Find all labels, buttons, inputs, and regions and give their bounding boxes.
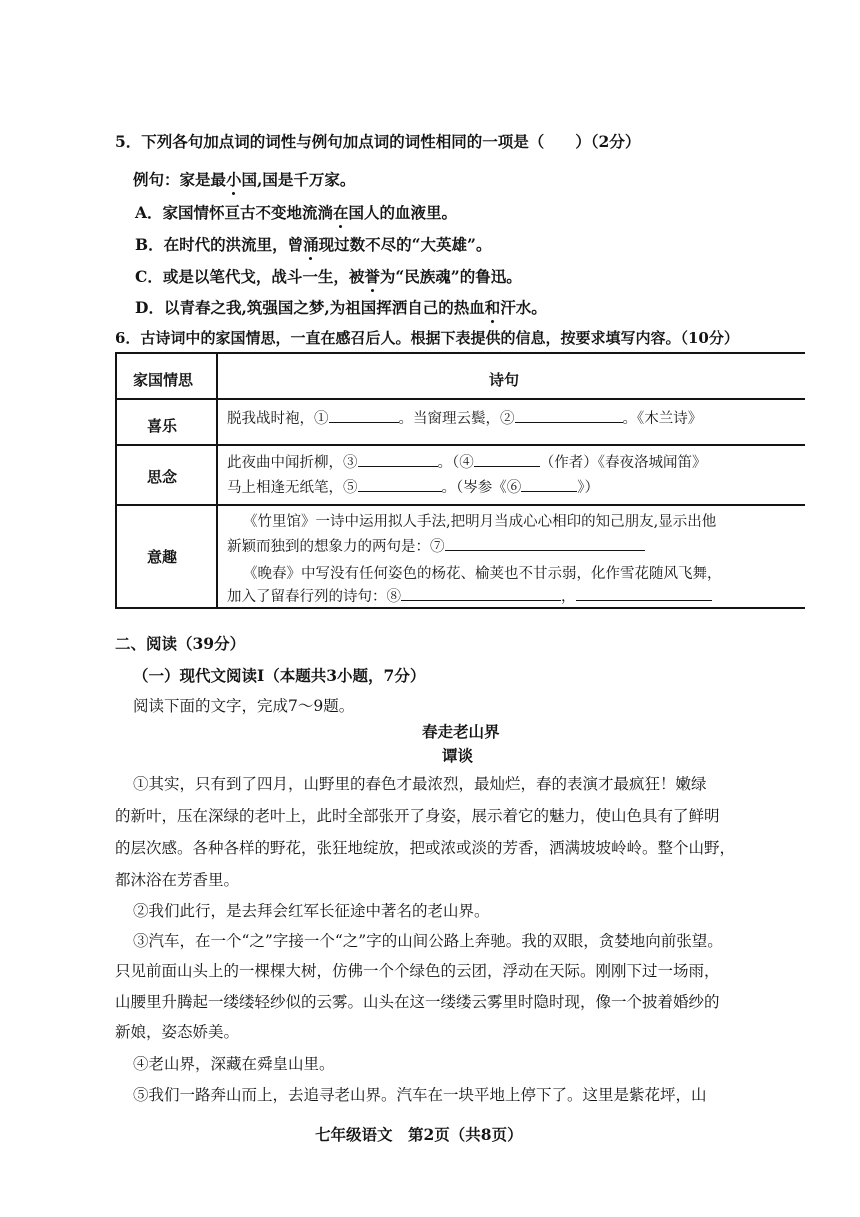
article-line-7: 只见前面山头上的一棵棵大树，仿佛一个个绿色的云团，浮动在天际。刚刚下过一场雨， xyxy=(115,962,720,980)
article-author: 谭谈 xyxy=(442,746,474,765)
article-line-4: 都沐浴在芳香里。 xyxy=(115,871,240,889)
article-line-2: 的新叶，压在深绿的老叶上，此时全部张开了身姿，展示着它的魅力，使山色具有了鲜明 xyxy=(115,807,720,825)
article-line-11: ⑤我们一路奔山而上，去追寻老山界。汽车在一块平地上停下了。这里是紫花坪，山 xyxy=(133,1086,707,1104)
article-line-3: 的层次感。各种各样的野花，张狂地绽放，把或浓或淡的芳香，洒满坡坡岭岭。整个山野， xyxy=(115,839,736,857)
row3-line3: 《晚春》中写没有任何姿色的杨花、榆荚也不甘示弱，化作雪花随风飞舞， xyxy=(243,566,722,582)
row-label-interest: 意趣 xyxy=(147,548,178,566)
row1-poem: 脱我战时袍，① 。当窗理云鬓，② 。《木兰诗》 xyxy=(227,407,702,428)
row-label-longing: 思念 xyxy=(147,468,178,486)
article-line-5: ②我们此行，是去拜会红军长征途中著名的老山界。 xyxy=(133,902,490,920)
q5-option-c: C．或是以笔代戈，战斗一生，被誉为“民族魂”的鲁迅。 xyxy=(135,267,522,286)
row-label-joy: 喜乐 xyxy=(147,417,178,435)
blank-8b[interactable] xyxy=(576,586,712,601)
reading-part-heading: （一）现代文阅读Ⅰ（本题共3小题，7分） xyxy=(133,666,426,685)
row3-line4: 加入了留春行列的诗句：⑧ ， xyxy=(227,585,712,606)
table-header-poem: 诗句 xyxy=(489,371,520,389)
blank-3[interactable] xyxy=(358,452,438,467)
article-line-10: ④老山界，深藏在舜皇山里。 xyxy=(133,1055,335,1073)
blank-6[interactable] xyxy=(521,477,577,492)
q5-option-a: A．家国情怀亘古不变地流淌在国人的血液里。 xyxy=(135,203,458,222)
blank-8[interactable] xyxy=(401,586,561,601)
row2-line2: 马上相逢无纸笔，⑤ 。（岑参《⑥ 》） xyxy=(227,476,599,497)
reading-instruction: 阅读下面的文字，完成7～9题。 xyxy=(133,697,355,715)
article-line-8: 山腰里升腾起一缕缕轻纱似的云雾。山头在这一缕缕云雾里时隐时现，像一个披着婚纱的 xyxy=(115,993,720,1011)
article-line-6: ③汽车，在一个“之”字接一个“之”字的山间公路上奔驰。我的双眼，贪婪地向前张望。 xyxy=(133,932,723,950)
q5-option-d: D．以青春之我,筑强国之梦,为祖国挥洒自己的热血和汗水。 xyxy=(135,298,547,317)
q5-example: 例句：家是最小国,国是千万家。 xyxy=(133,170,356,189)
article-line-9: 新娘，姿态娇美。 xyxy=(115,1023,240,1041)
q6-stem: 6．古诗词中的家国情思，一直在感召后人。根据下表提供的信息，按要求填写内容。（10分） xyxy=(115,329,739,347)
row2-line1: 此夜曲中闻折柳，③ 。（④ （作者）《春夜洛城闻笛》 xyxy=(227,451,707,472)
article-line-1: ①其实，只有到了四月，山野里的春色才最浓烈，最灿烂，春的表演才最疯狂！嫩绿 xyxy=(133,775,707,793)
blank-5[interactable] xyxy=(358,477,442,492)
article-title: 春走老山界 xyxy=(422,722,500,741)
reading-section-heading: 二、阅读（39分） xyxy=(115,634,246,653)
table-header-theme: 家国情思 xyxy=(133,371,194,389)
blank-1[interactable] xyxy=(329,408,399,423)
q5-stem: 5．下列各句加点词的词性与例句加点词的词性相同的一项是（ ）（2分） xyxy=(115,132,641,151)
row3-line2: 新颖而独到的想象力的两句是：⑦ xyxy=(227,535,645,556)
row3-line1: 《竹里馆》一诗中运用拟人手法,把明月当成心心相印的知己朋友,显示出他 xyxy=(243,514,717,530)
blank-2[interactable] xyxy=(515,408,623,423)
blank-7[interactable] xyxy=(445,536,645,551)
blank-4[interactable] xyxy=(474,452,540,467)
page-footer: 七年级语文 第2页（共8页） xyxy=(315,1125,523,1144)
q6-table xyxy=(115,352,805,609)
q5-option-b: B．在时代的洪流里，曾涌现过数不尽的“大英雄”。 xyxy=(135,235,492,254)
